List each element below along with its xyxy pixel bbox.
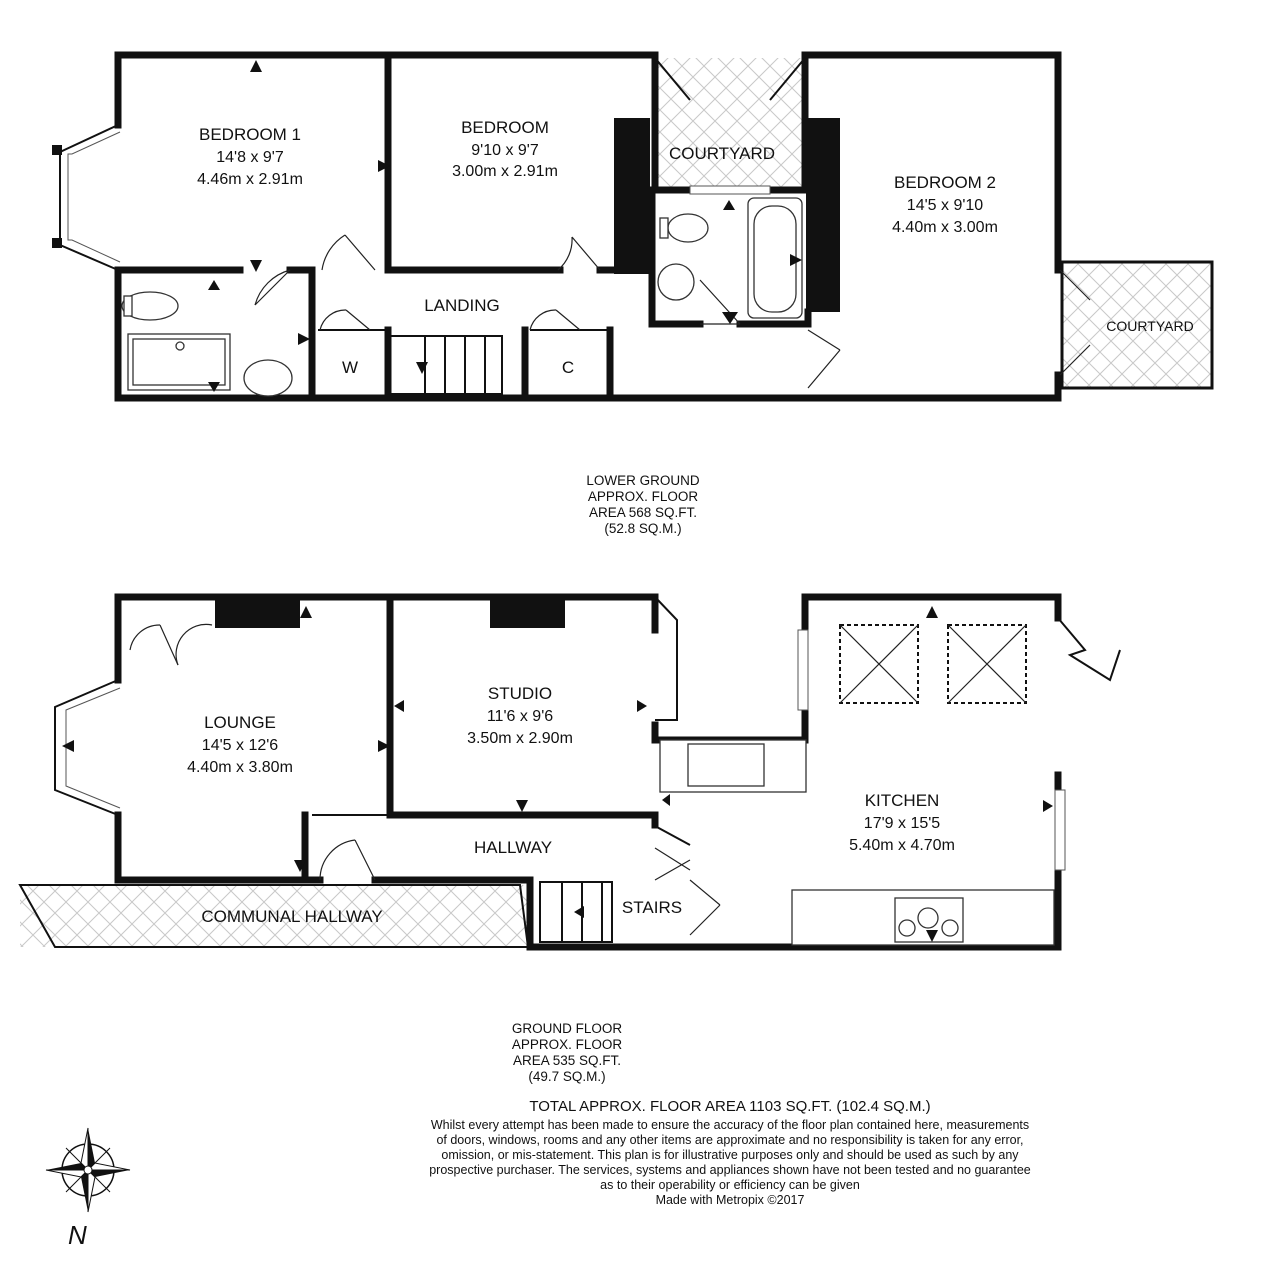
disclaimer-line-3: omission, or mis-statement. This plan is for illustrative purposes only and should be used as such by any [441,1148,1019,1162]
disclaimer-line-4: prospective purchaser. The services, systems and appliances shown have not been tested and no guarantee [429,1163,1031,1177]
lounge-name: LOUNGE [204,713,276,732]
studio-name: STUDIO [487,684,553,703]
disclaimer-line-6: Made with Metropix ©2017 [655,1193,805,1207]
lower-ground-area [573,473,713,537]
disclaimer-line-2: of doors, windows, rooms and any other items are approximate and no responsibility is taken for any error, [436,1133,1024,1147]
landing-name: LANDING [424,296,500,315]
bedroom2-imperial: 14'5 x 9'10 [906,197,984,214]
hallway-name: HALLWAY [473,838,553,857]
disclaimer-line-5: as to their operability or efficiency can be given [600,1178,860,1192]
studio-imperial: 11'6 x 9'6 [486,708,554,725]
courtyard-right-name: COURTYARD [1106,318,1194,334]
bedroom-metric: 3.00m x 2.91m [452,163,558,180]
lower-ground-line-2: APPROX. FLOOR [587,489,699,504]
lounge-metric: 4.40m x 3.80m [187,759,293,776]
lower-ground-floor [52,55,1212,398]
studio-metric: 3.50m x 2.90m [467,730,573,747]
kitchen-name: KITCHEN [864,791,940,810]
bedroom-imperial: 9'10 x 9'7 [471,142,539,159]
ground-floor [20,597,1120,947]
ground-floor-area [497,1021,637,1085]
disclaimer-line-1: Whilst every attempt has been made to ensure the accuracy of the floor plan contained here, measurements [430,1118,1030,1132]
bedroom2-metric: 4.40m x 3.00m [892,219,998,236]
compass-north-label: N [68,1220,87,1250]
compass-rose-icon [46,1128,130,1212]
ground-floor-line-1: GROUND FLOOR [511,1021,623,1036]
courtyard-top-name: COURTYARD [668,144,776,163]
lower-ground-line-4: (52.8 SQ.M.) [604,521,682,536]
bedroom1-metric: 4.46m x 2.91m [197,171,303,188]
communal-hallway-name: COMMUNAL HALLWAY [201,907,383,926]
kitchen-imperial: 17'9 x 15'5 [863,815,941,832]
lower-ground-line-3: AREA 568 SQ.FT. [588,505,698,520]
ground-floor-line-2: APPROX. FLOOR [511,1037,623,1052]
lower-ground-line-1: LOWER GROUND [586,473,700,488]
bedroom1-name: BEDROOM 1 [198,125,302,144]
total-area: TOTAL APPROX. FLOOR AREA 1103 SQ.FT. (102.4 SQ.M.) [529,1098,931,1115]
cupboard-name: C [561,358,575,377]
kitchen-metric: 5.40m x 4.70m [849,837,955,854]
bedroom1-imperial: 14'8 x 9'7 [216,149,284,166]
stairs-name: STAIRS [621,898,683,917]
disclaimer [380,1118,1080,1208]
courtyard-top-area [655,58,805,188]
bedroom-name: BEDROOM [461,118,549,137]
wardrobe-name: W [341,358,359,377]
bedroom2-name: BEDROOM 2 [893,173,997,192]
ground-floor-line-3: AREA 535 SQ.FT. [512,1053,622,1068]
lounge-imperial: 14'5 x 12'6 [201,737,279,754]
ground-floor-line-4: (49.7 SQ.M.) [528,1069,606,1084]
